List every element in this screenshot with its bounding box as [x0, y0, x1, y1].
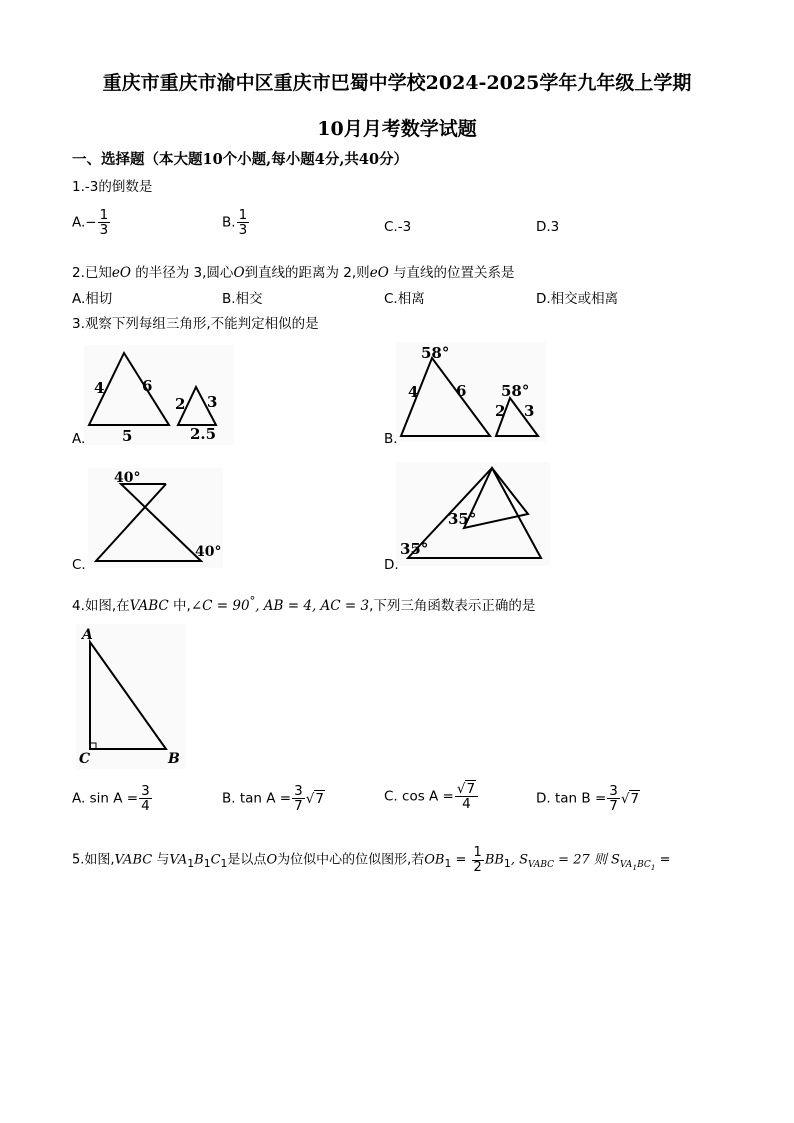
q4-vertex-a: A: [82, 627, 93, 643]
q3a-label-5: 3: [207, 393, 218, 411]
q1-option-c: C.-3: [384, 219, 412, 235]
q1-option-b: B. $\frac{1}{3}$: [222, 207, 248, 239]
doc-title-line2: 10月月考数学试题: [317, 118, 477, 140]
q4-vertex-c: C: [79, 751, 91, 767]
q3a-label-6: 2.5: [190, 425, 217, 443]
q3a-label-2: 6: [142, 377, 153, 395]
q2-option-d: D.相交或相离: [536, 291, 619, 307]
q3b-label-3: 6: [456, 382, 467, 400]
q3b-label-2: 4: [408, 383, 419, 401]
q4-option-c: C. cos A = $\frac{√7}{4}$: [384, 782, 479, 811]
q3-figure-a: [84, 345, 234, 445]
section-heading: 一、选择题（本大题10个小题,每小题4分,共40分）: [72, 151, 409, 168]
q4-figure-right-triangle: [76, 624, 186, 769]
q3c-label-2: 40°: [195, 544, 222, 560]
q4-option-d: D. tan B = $\frac{3}{7}$ √7: [536, 783, 640, 815]
q3-option-c-label: C.: [72, 557, 86, 573]
q3-figure-d: [396, 462, 550, 566]
q3-option-a-label: A.: [72, 431, 86, 447]
q2-option-a: A.相切: [72, 291, 113, 307]
q3-figure-c: [88, 468, 223, 568]
q4-stem: 4.如图,在VABC 中,∠C = 90°, AB = 4, AC = 3,下列三角函数表示正确的是: [72, 594, 536, 614]
q4-option-b: B. tan A = $\frac{3}{7}$ √7: [222, 783, 324, 815]
q3-option-b-label: B.: [384, 431, 398, 447]
q3b-label-1: 58°: [421, 344, 450, 362]
q3-option-d-label: D.: [384, 557, 399, 573]
q3a-label-3: 5: [122, 427, 133, 445]
q3b-label-4: 58°: [501, 382, 530, 400]
q1-stem: 1.-3的倒数是: [72, 179, 153, 195]
doc-title-line1: 重庆市重庆市渝中区重庆市巴蜀中学校2024-2025学年九年级上学期: [102, 72, 692, 94]
q3d-label-1: 35°: [448, 510, 477, 528]
q2-option-c: C.相离: [384, 291, 425, 307]
q1-option-a: A.− $\frac{1}{3}$: [72, 207, 109, 239]
q4-vertex-b: B: [168, 751, 180, 767]
q3-figure-b: [396, 342, 546, 442]
q3c-label-1: 40°: [114, 470, 141, 486]
q2-option-b: B.相交: [222, 291, 263, 307]
q3b-label-6: 3: [524, 402, 535, 420]
q4-option-a: A. sin A = $\frac{3}{4}$: [72, 783, 150, 815]
q5-stem: 5.如图,VABC 与$VA_1B_1C_1$是以点O为位似中心的位似图形,若$OB_1$ = $\frac{1}{2}$ $BB_1$, $S_{VABC} = 27$ 则 $S_{VA_1BC_1}$ =: [72, 845, 671, 875]
q2-stem: 2.已知eO 的半径为 3,圆心O到直线的距离为 2,则eO 与直线的位置关系是: [72, 265, 515, 281]
q3d-label-2: 35°: [400, 540, 429, 558]
q3-stem: 3.观察下列每组三角形,不能判定相似的是: [72, 316, 319, 332]
q3a-label-1: 4: [94, 379, 105, 397]
q3a-label-4: 2: [175, 395, 186, 413]
q1-option-d: D.3: [536, 219, 560, 235]
q3b-label-5: 2: [495, 402, 506, 420]
